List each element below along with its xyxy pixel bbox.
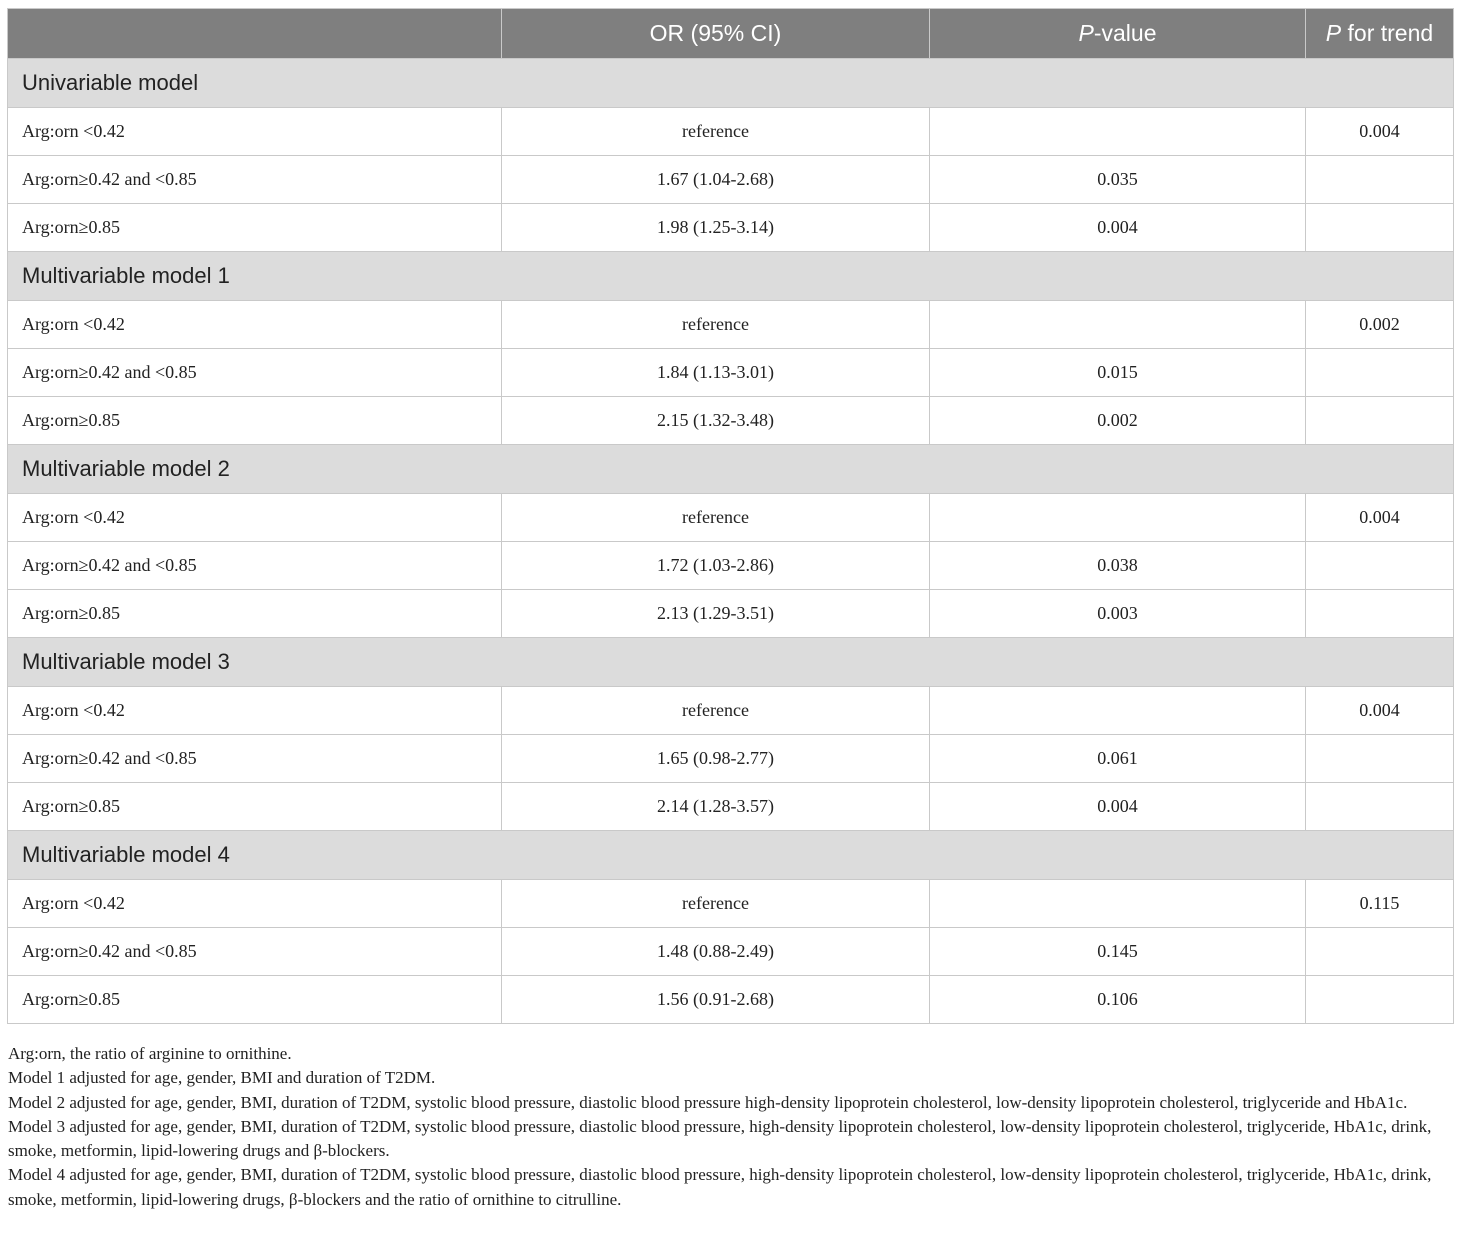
header-or-ci: OR (95% CI) (502, 9, 930, 59)
model-title: Multivariable model 3 (8, 638, 1454, 687)
p-trend-cell (1306, 397, 1454, 445)
table-row (8, 349, 1454, 397)
table-row (8, 108, 1454, 156)
model-title: Multivariable model 4 (8, 831, 1454, 880)
model-group-row (8, 252, 1454, 301)
header-p-italic: P (1078, 20, 1094, 46)
model-title: Multivariable model 2 (8, 445, 1454, 494)
row-label: Arg:orn≥0.42 and <0.85 (8, 928, 502, 976)
p-value-cell (930, 687, 1306, 735)
table-row (8, 687, 1454, 735)
p-value-cell (930, 880, 1306, 928)
table-footnotes (8, 1042, 1458, 1212)
odds-ratio-cell: 2.14 (1.28-3.57) (502, 783, 930, 831)
table-row (8, 590, 1454, 638)
p-value-cell (930, 494, 1306, 542)
footnote-abbreviation: Arg:orn, the ratio of arginine to ornithine. (8, 1044, 292, 1063)
p-value-cell: 0.145 (930, 928, 1306, 976)
p-trend-cell: 0.004 (1306, 108, 1454, 156)
p-trend-cell: 0.115 (1306, 880, 1454, 928)
results-table-container (7, 8, 1453, 1024)
odds-ratio-cell: 1.67 (1.04-2.68) (502, 156, 930, 204)
table-header-row (8, 9, 1454, 59)
row-label: Arg:orn≥0.42 and <0.85 (8, 542, 502, 590)
table-row (8, 928, 1454, 976)
p-value-cell: 0.035 (930, 156, 1306, 204)
p-trend-cell (1306, 783, 1454, 831)
p-trend-cell (1306, 590, 1454, 638)
p-trend-cell (1306, 156, 1454, 204)
header-trend-italic: P (1325, 20, 1342, 46)
footnote-model-3: Model 3 adjusted for age, gender, BMI, duration of T2DM, systolic blood pressure, diastolic blood pressure, high-density lipoprotein cholesterol, low-density lipoprotein cholesterol, triglyceride, HbA1c, drink, smoke, metformin, lipid-lowering drugs and β-blockers. (8, 1116, 1432, 1161)
p-value-cell: 0.061 (930, 735, 1306, 783)
odds-ratio-cell: 2.15 (1.32-3.48) (502, 397, 930, 445)
p-trend-cell (1306, 976, 1454, 1024)
odds-ratio-cell: 1.48 (0.88-2.49) (502, 928, 930, 976)
table-row (8, 156, 1454, 204)
odds-ratio-cell: 2.13 (1.29-3.51) (502, 590, 930, 638)
table-row (8, 397, 1454, 445)
header-trend-rest: for trend (1341, 20, 1434, 46)
model-group-row (8, 638, 1454, 687)
p-value-cell (930, 108, 1306, 156)
row-label: Arg:orn≥0.42 and <0.85 (8, 156, 502, 204)
odds-ratio-cell: reference (502, 880, 930, 928)
odds-ratio-cell: reference (502, 494, 930, 542)
row-label: Arg:orn <0.42 (8, 687, 502, 735)
p-value-cell: 0.002 (930, 397, 1306, 445)
p-trend-cell: 0.004 (1306, 494, 1454, 542)
p-value-cell: 0.003 (930, 590, 1306, 638)
p-value-cell: 0.004 (930, 783, 1306, 831)
odds-ratio-cell: reference (502, 108, 930, 156)
odds-ratio-cell: 1.98 (1.25-3.14) (502, 204, 930, 252)
footnote-model-4: Model 4 adjusted for age, gender, BMI, duration of T2DM, systolic blood pressure, diastolic blood pressure, high-density lipoprotein cholesterol, low-density lipoprotein cholesterol, triglyceride, HbA1c, drink, smoke, metformin, lipid-lowering drugs, β-blockers and the ratio of ornithine to citrulline. (8, 1165, 1432, 1209)
table-row (8, 880, 1454, 928)
p-value-cell: 0.106 (930, 976, 1306, 1024)
table-row (8, 494, 1454, 542)
table-row (8, 976, 1454, 1024)
model-group-row (8, 445, 1454, 494)
p-value-cell: 0.004 (930, 204, 1306, 252)
header-empty (8, 9, 502, 59)
row-label: Arg:orn≥0.85 (8, 783, 502, 831)
odds-ratio-cell: 1.84 (1.13-3.01) (502, 349, 930, 397)
model-title: Multivariable model 1 (8, 252, 1454, 301)
p-trend-cell (1306, 349, 1454, 397)
model-group-row (8, 59, 1454, 108)
odds-ratio-cell: 1.56 (0.91-2.68) (502, 976, 930, 1024)
header-p-rest: -value (1093, 20, 1157, 46)
odds-ratio-cell: 1.65 (0.98-2.77) (502, 735, 930, 783)
p-trend-cell (1306, 204, 1454, 252)
row-label: Arg:orn≥0.85 (8, 397, 502, 445)
row-label: Arg:orn≥0.85 (8, 976, 502, 1024)
footnote-model-2: Model 2 adjusted for age, gender, BMI, duration of T2DM, systolic blood pressure, diastolic blood pressure high-density lipoprotein cholesterol, low-density lipoprotein cholesterol, triglyceride and HbA1c. (8, 1092, 1408, 1112)
row-label: Arg:orn <0.42 (8, 301, 502, 349)
p-value-cell (930, 301, 1306, 349)
table-row (8, 783, 1454, 831)
p-trend-cell: 0.004 (1306, 687, 1454, 735)
odds-ratio-cell: 1.72 (1.03-2.86) (502, 542, 930, 590)
row-label: Arg:orn <0.42 (8, 494, 502, 542)
p-trend-cell (1306, 542, 1454, 590)
row-label: Arg:orn≥0.42 and <0.85 (8, 735, 502, 783)
model-group-row (8, 831, 1454, 880)
odds-ratio-table (7, 8, 1454, 1024)
header-p-value (930, 9, 1306, 59)
footnote-model-1: Model 1 adjusted for age, gender, BMI and duration of T2DM. (8, 1068, 436, 1088)
p-value-cell: 0.038 (930, 542, 1306, 590)
header-p-trend (1306, 9, 1454, 59)
p-trend-cell: 0.002 (1306, 301, 1454, 349)
row-label: Arg:orn <0.42 (8, 880, 502, 928)
p-trend-cell (1306, 735, 1454, 783)
model-title: Univariable model (8, 59, 1454, 108)
odds-ratio-cell: reference (502, 687, 930, 735)
row-label: Arg:orn <0.42 (8, 108, 502, 156)
p-value-cell: 0.015 (930, 349, 1306, 397)
table-row (8, 204, 1454, 252)
row-label: Arg:orn≥0.85 (8, 204, 502, 252)
p-trend-cell (1306, 928, 1454, 976)
table-row (8, 735, 1454, 783)
row-label: Arg:orn≥0.85 (8, 590, 502, 638)
table-row (8, 542, 1454, 590)
row-label: Arg:orn≥0.42 and <0.85 (8, 349, 502, 397)
odds-ratio-cell: reference (502, 301, 930, 349)
table-row (8, 301, 1454, 349)
